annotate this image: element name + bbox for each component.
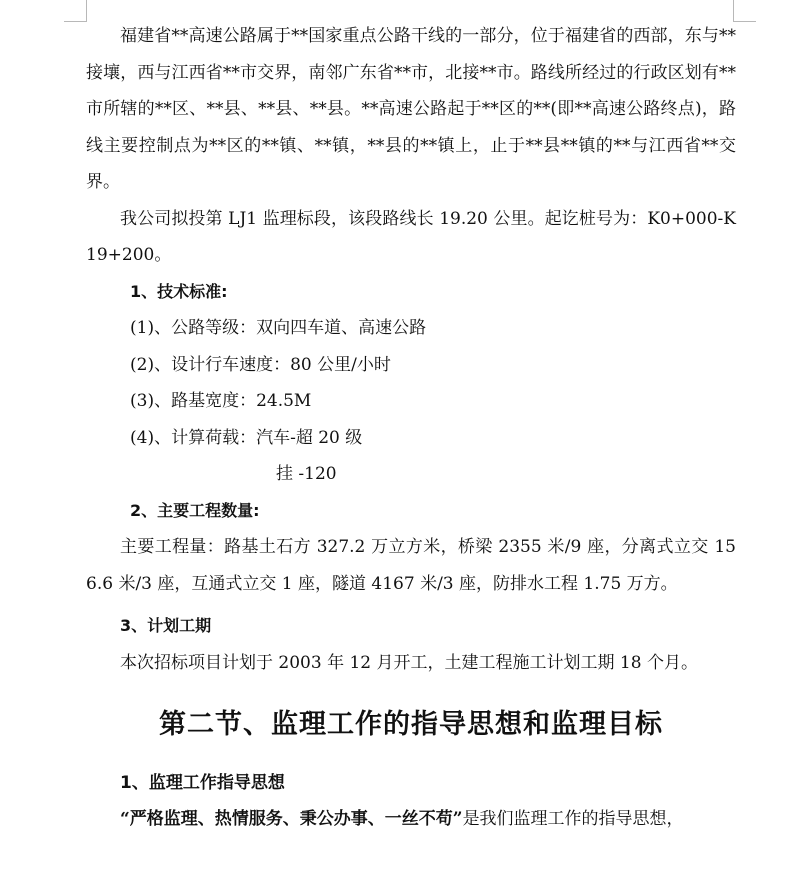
crop-mark-top-left-horizontal <box>64 21 86 22</box>
guiding-thought-paragraph <box>86 801 736 838</box>
tech-item-design-speed: (2)、设计行车速度：80 公里/小时 <box>130 354 391 375</box>
tech-item-design-load: (4)、计算荷载：汽车-超 20 级 <box>130 427 363 448</box>
technical-standards-heading: 1、技术标准: <box>130 281 228 301</box>
crop-mark-top-right-horizontal <box>734 21 756 22</box>
document-body <box>86 18 736 838</box>
quantities-heading: 2、主要工程数量: <box>130 500 260 520</box>
project-overview-paragraph: 福建省**高速公路属于**国家重点公路干线的一部分，位于福建省的西部，东与**接壤，西与江西省**市交界，南邻广东省**市，北接**市。路线所经过的行政区划有**市所辖的**区、**县、**县、**县。**高速公路起于**区的**(即**高速公路终点)，路线主要控制点为**区的**镇、**镇，**县的**镇上，止于**县**镇的**与江西省**交界。 <box>86 26 736 192</box>
schedule-paragraph: 本次招标项目计划于 2003 年 12 月开工，土建工程施工计划工期 18 个月。 <box>120 652 698 673</box>
tech-item-trailer-load: 挂 -120 <box>276 464 337 484</box>
guiding-thought-heading: 1、监理工作指导思想 <box>120 773 285 793</box>
tech-item-road-grade: (1)、公路等级：双向四车道、高速公路 <box>130 318 427 338</box>
bid-section-paragraph: 我公司拟投第 LJ1 监理标段，该段路线长 19.20 公里。起讫桩号为：K0+000-K19+200。 <box>86 208 736 265</box>
section-title: 第二节、监理工作的指导思想和监理目标 <box>159 709 663 740</box>
guiding-motto: “严格监理、热情服务、秉公办事、一丝不苟” <box>120 809 463 829</box>
guiding-thought-text: 是我们监理工作的指导思想， <box>462 809 684 829</box>
tech-item-subgrade-width: (3)、路基宽度：24.5M <box>130 391 312 411</box>
quantities-paragraph: 主要工程量：路基土石方 327.2 万立方米，桥梁 2355 米/9 座，分离式立交 156.6 米/3 座，互通式立交 1 座，隧道 4167 米/3 座，防排水工程 1.75 万方。 <box>86 537 736 594</box>
schedule-heading: 3、计划工期 <box>120 616 212 635</box>
